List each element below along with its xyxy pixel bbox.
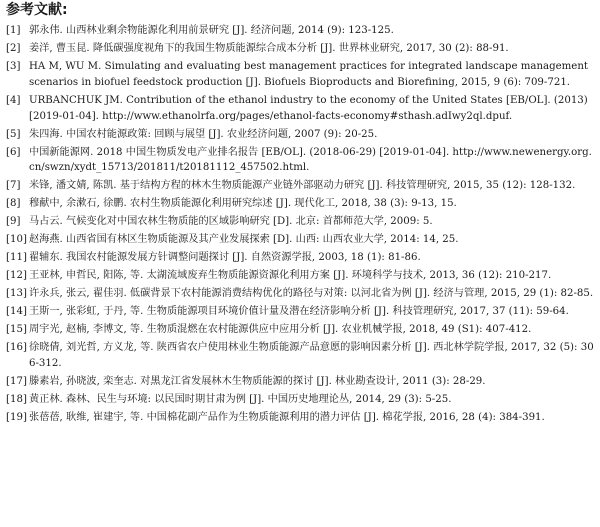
reference-number: [9] xyxy=(6,216,21,228)
reference-item xyxy=(6,214,594,230)
reference-number: [3] xyxy=(6,60,21,72)
reference-text: 张蓓蓓, 耿维, 崔建宇, 等. 中国棉花副产品作为生物质能源利用的潜力评估 [J]. 棉花学报, 2016, 28 (4): 384-391. xyxy=(29,411,545,423)
reference-text: 郭永伟. 山西林业剩余物能源化利用前景研究 [J]. 经济问题, 2014 (9): 123-125. xyxy=(29,25,394,36)
reference-text: 王斯一, 张彩虹, 于丹, 等. 生物质能源项目环境价值计量及潜在经济影响分析 [J]. 科技管理研究, 2017, 37 (11): 59-64. xyxy=(29,306,569,318)
reference-number: [6] xyxy=(6,146,21,158)
reference-item xyxy=(6,93,594,125)
reference-text: 翟辅东. 我国农村能源发展方针调整问题探讨 [J]. 自然资源学报, 2003, 18 (1): 81-86. xyxy=(29,252,421,264)
reference-number: [13] xyxy=(6,288,27,300)
references-heading: 参考文献: xyxy=(6,2,68,18)
reference-text: 周宇光, 赵楠, 李博文, 等. 生物质混燃在农村能源供应中应用分析 [J]. 农业机械学报, 2018, 49 (S1): 407-412. xyxy=(29,324,532,336)
reference-item xyxy=(6,410,594,426)
reference-number: [4] xyxy=(6,94,21,106)
reference-text: 滕素岩, 孙晓波, 栾奎志. 对黑龙江省发展林木生物质能源的探讨 [J]. 林业勘查设计, 2011 (3): 28-29. xyxy=(29,375,486,387)
reference-item xyxy=(6,340,594,372)
reference-item xyxy=(6,232,594,248)
reference-list xyxy=(6,23,594,426)
reference-item xyxy=(6,322,594,338)
reference-number: [18] xyxy=(6,393,27,405)
reference-item xyxy=(6,145,594,177)
reference-text: 姜洋, 曹玉昆. 降低碳强度视角下的我国生物质能源综合成本分析 [J]. 世界林业研究, 2017, 30 (2): 88-91. xyxy=(29,42,509,54)
reference-item xyxy=(6,41,594,57)
reference-number: [2] xyxy=(6,42,21,54)
reference-number: [15] xyxy=(6,324,27,336)
reference-item xyxy=(6,304,594,320)
reference-number: [10] xyxy=(6,234,27,246)
reference-number: [14] xyxy=(6,306,27,318)
reference-text: 朱四海. 中国农村能源政策: 回顾与展望 [J]. 农业经济问题, 2007 (9): 20-25. xyxy=(29,128,378,140)
reference-text: 马占云. 气候变化对中国农林生物质能的区域影响研究 [D]. 北京: 首都师范大学, 2009: 5. xyxy=(29,216,433,228)
reference-text: URBANCHUK JM. Contribution of the ethanol industry to the economy of the United States [EB/OL]. (2013) [2019-01-04]. http://www.ethanolrfa.org/pages/ethanol-facts-economy#sthash.adIwy2ql.dpuf. xyxy=(29,94,588,122)
reference-number: [19] xyxy=(6,411,27,423)
reference-number: [12] xyxy=(6,270,27,282)
reference-text: HA M, WU M. Simulating and evaluating best management practices for integrated landscape management scenarios in biofuel feedstock production [J]. Biofuels Bioproducts and Biorefining, 2015, 9 (6): 709-721. xyxy=(29,60,588,88)
reference-text: 王亚林, 申哲民, 阳陈, 等. 太湖流域废弃生物质能源资源化利用方案 [J]. 环境科学与技术, 2013, 36 (12): 210-217. xyxy=(29,270,552,282)
reference-text: 许永兵, 张云, 翟佳羽. 低碳背景下农村能源消费结构优化的路径与对策: 以河北省为例 [J]. 经济与管理, 2015, 29 (1): 82-85. xyxy=(29,288,594,300)
reference-item xyxy=(6,127,594,143)
reference-item xyxy=(6,23,594,39)
reference-item xyxy=(6,374,594,390)
reference-item xyxy=(6,196,594,212)
reference-item xyxy=(6,268,594,284)
reference-number: [16] xyxy=(6,342,27,354)
reference-item xyxy=(6,178,594,194)
reference-text: 穆献中, 余漱石, 徐鹏. 农村生物质能源化利用研究综述 [J]. 现代化工, 2018, 38 (3): 9-13, 15. xyxy=(29,198,457,210)
reference-number: [1] xyxy=(6,25,21,36)
reference-item xyxy=(6,59,594,91)
reference-text: 黄正林. 森林、民生与环境: 以民国时期甘肃为例 [J]. 中国历史地理论丛, 2014, 29 (3): 5-25. xyxy=(29,393,452,405)
reference-number: [17] xyxy=(6,375,27,387)
reference-number: [7] xyxy=(6,180,21,192)
reference-item xyxy=(6,392,594,408)
reference-text: 赵海燕. 山西省国有林区生物质能源及其产业发展探索 [D]. 山西: 山西农业大学, 2014: 14, 25. xyxy=(29,234,459,246)
reference-item xyxy=(6,286,594,302)
reference-number: [11] xyxy=(6,252,27,264)
reference-number: [5] xyxy=(6,128,21,140)
reference-text: 米锋, 潘文婧, 陈凯. 基于结构方程的林木生物质能源产业链外部驱动力研究 [J]. 科技管理研究, 2015, 35 (12): 128-132. xyxy=(29,180,576,192)
reference-text: 徐晓倩, 刘光哲, 方义龙, 等. 陕西省农户使用林业生物质能源产品意愿的影响因素分析 [J]. 西北林学院学报, 2017, 32 (5): 306-312. xyxy=(29,342,594,369)
reference-text: 中国新能源网. 2018 中国生物质发电产业排名报告 [EB/OL]. (2018-06-29) [2019-01-04]. http://www.newenergy.org.cn/swzn/xydt_15713/201811/t20181112_457502.html. xyxy=(29,146,592,174)
reference-item xyxy=(6,250,594,266)
reference-number: [8] xyxy=(6,198,21,210)
